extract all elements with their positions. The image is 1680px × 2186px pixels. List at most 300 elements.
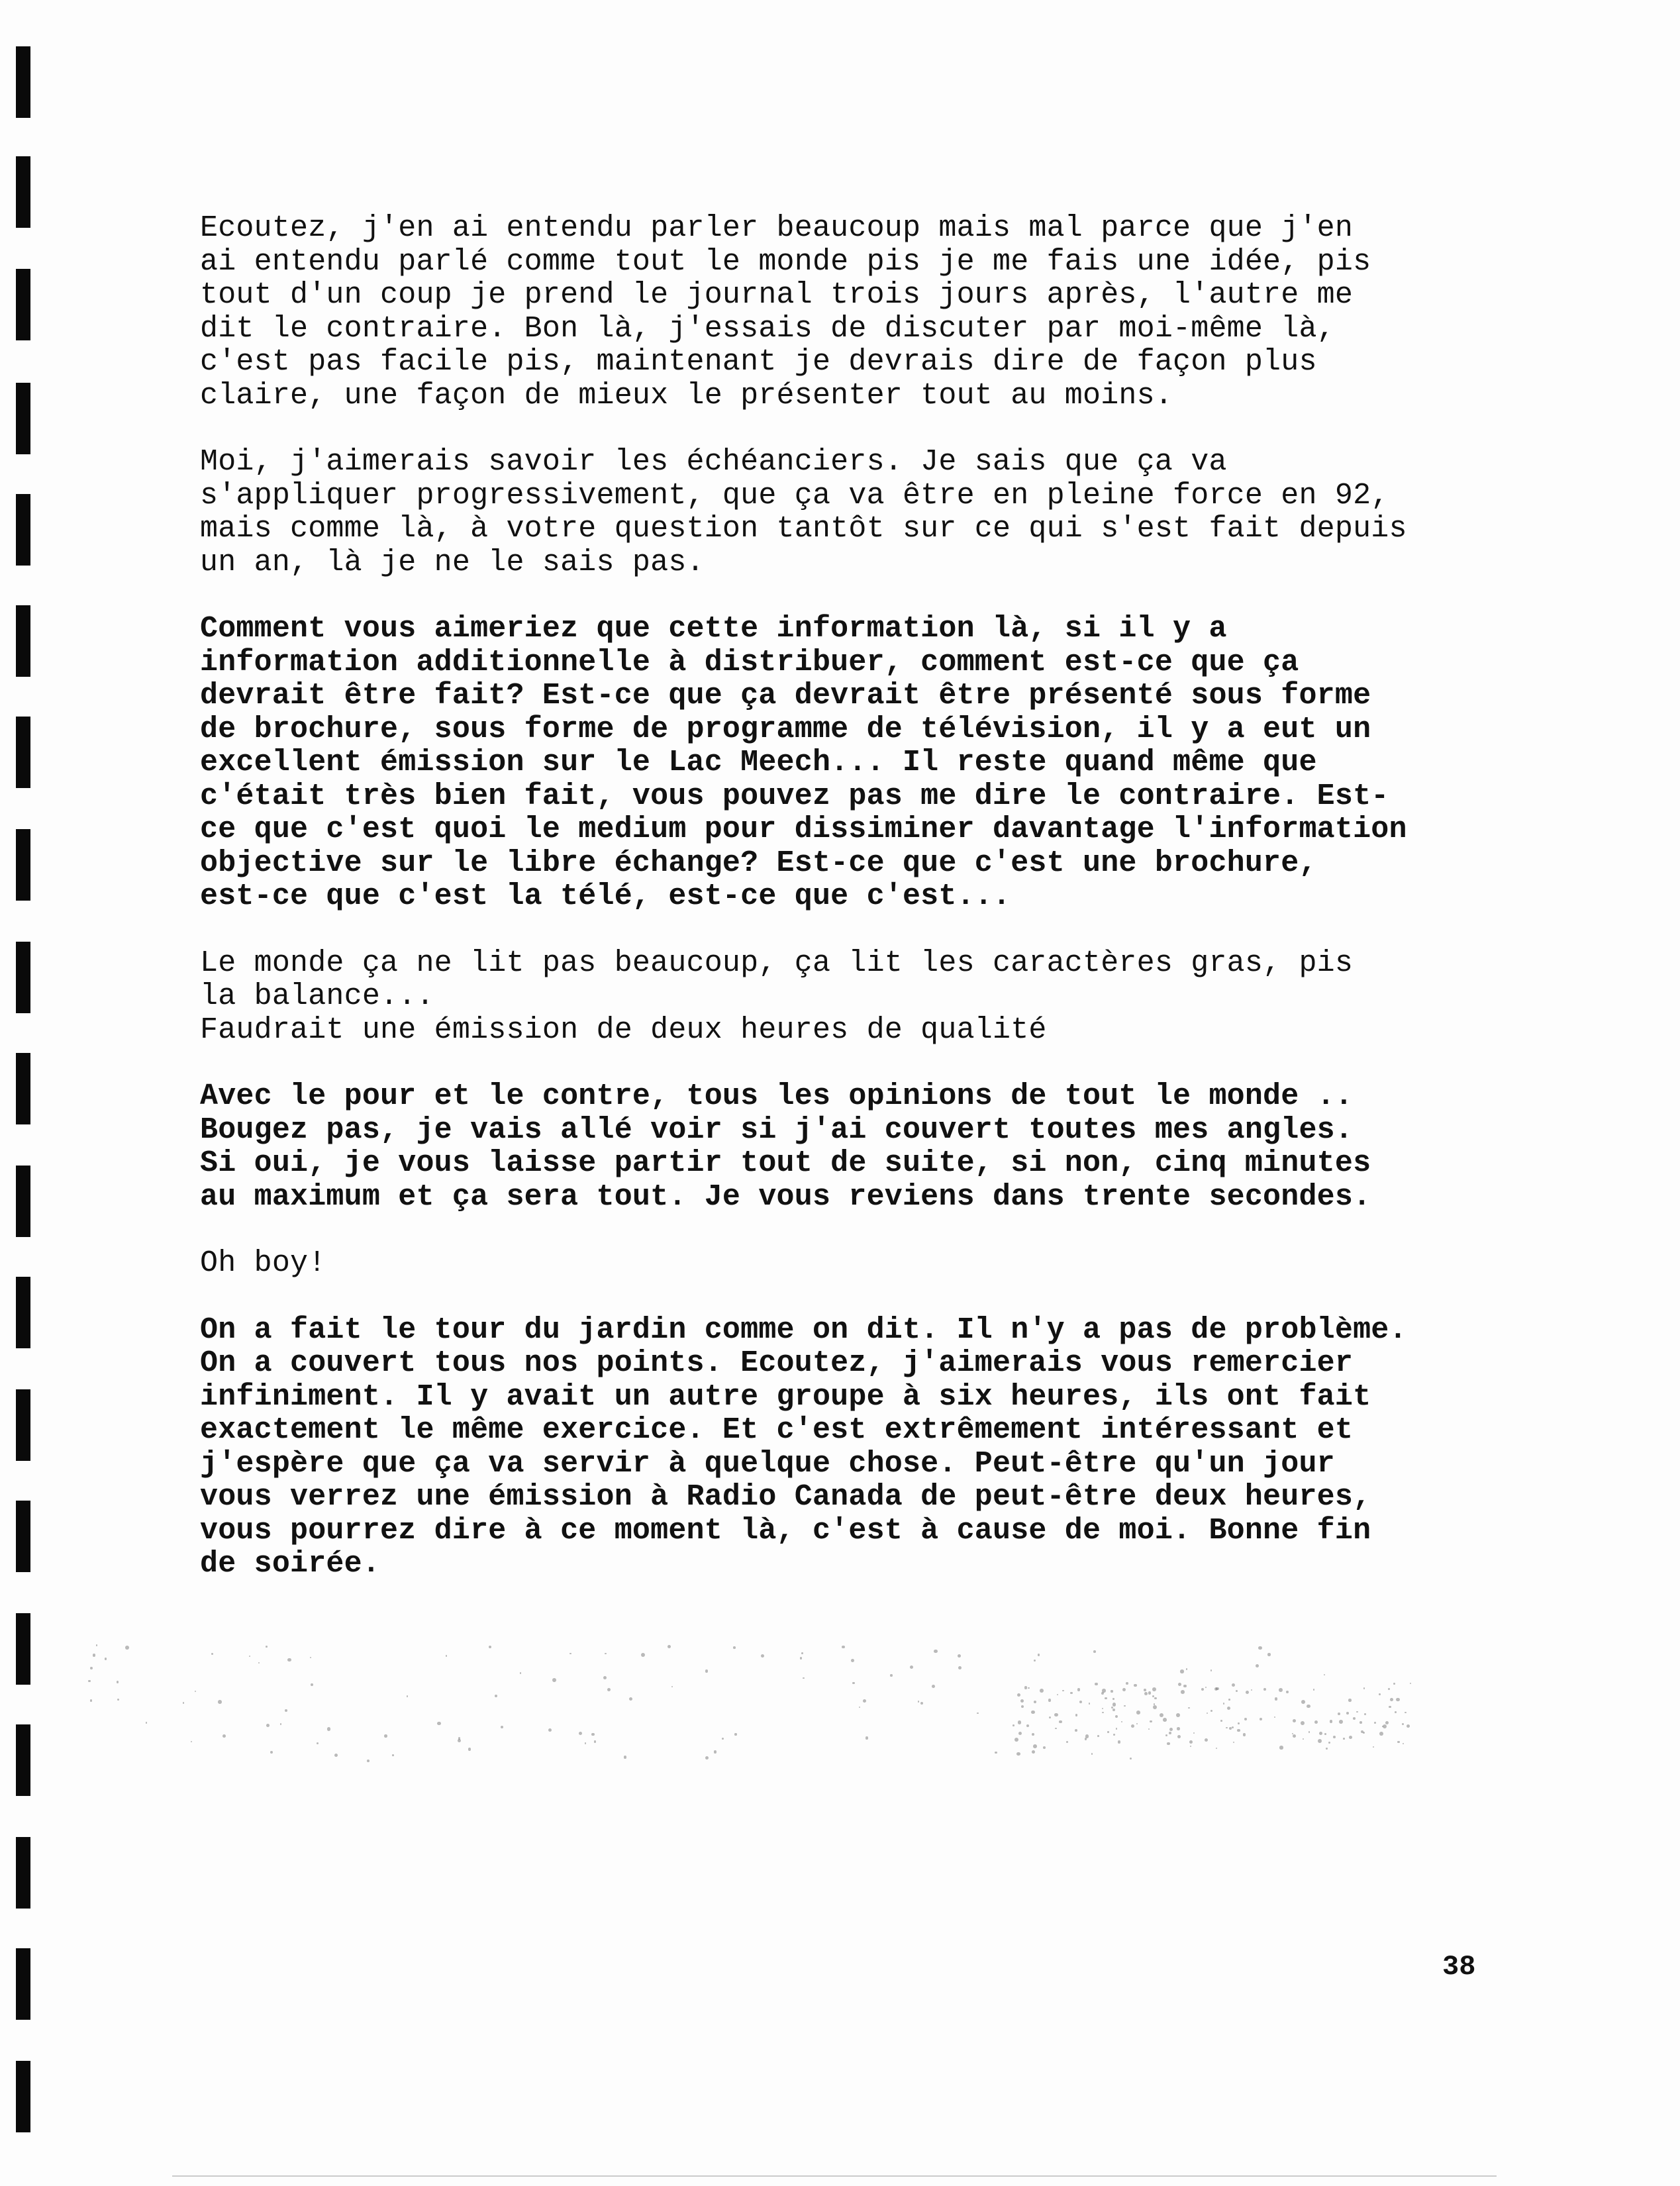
text-line: j'espère que ça va servir à quelque chose. Peut-être qu'un jour <box>200 1446 1335 1481</box>
speck <box>1201 1688 1204 1691</box>
speck <box>1062 1690 1064 1692</box>
speck <box>1339 1720 1343 1724</box>
speck <box>1397 1741 1400 1744</box>
speck <box>1066 1741 1068 1743</box>
speck <box>1389 1706 1391 1709</box>
speck <box>1112 1709 1115 1711</box>
speck <box>1390 1698 1393 1701</box>
speck <box>1017 1693 1020 1697</box>
speck <box>1034 1660 1036 1662</box>
speck <box>890 1674 892 1676</box>
speck <box>1279 1688 1283 1692</box>
text-line: devrait être fait? Est-ce que ça devrait être présenté sous forme <box>200 679 1371 713</box>
text-line: au maximum et ça sera tout. Je vous reviens dans trente secondes. <box>200 1179 1371 1214</box>
speck <box>1243 1733 1246 1736</box>
speck <box>367 1760 370 1762</box>
text-line: de soirée. <box>200 1547 381 1581</box>
text-line: Bougez pas, je vais allé voir si j'ai couvert toutes mes angles. <box>200 1113 1354 1147</box>
speck <box>1163 1718 1167 1722</box>
text-line: un an, là je ne le sais pas. <box>200 545 705 579</box>
speck <box>671 1686 673 1687</box>
speck <box>1226 1727 1227 1728</box>
speck <box>1112 1698 1114 1700</box>
speck <box>1364 1713 1366 1715</box>
speck <box>1301 1700 1305 1704</box>
speck <box>801 1652 803 1654</box>
speck <box>1319 1732 1322 1735</box>
scan-noise <box>86 1642 1410 1775</box>
speck <box>1189 1740 1193 1744</box>
text-line: vous verrez une émission à Radio Canada de peut-être deux heures, <box>200 1480 1371 1514</box>
speck <box>629 1697 632 1701</box>
speck <box>1144 1692 1148 1695</box>
speck <box>1028 1687 1029 1689</box>
speck <box>1089 1703 1090 1704</box>
speck <box>1124 1705 1126 1707</box>
speck <box>1388 1688 1390 1690</box>
speck <box>191 1741 192 1742</box>
speck <box>1251 1689 1252 1691</box>
paragraph <box>200 446 1511 579</box>
speck <box>1205 1687 1207 1688</box>
page-number: 38 <box>1442 1951 1476 1983</box>
speck <box>183 1702 185 1704</box>
paragraph <box>200 1247 1511 1281</box>
text-line: objective sur le libre échange? Est-ce que c'est une brochure, <box>200 846 1317 880</box>
speck <box>392 1754 394 1756</box>
speck <box>1013 1724 1014 1726</box>
speck <box>1307 1705 1310 1709</box>
speck <box>1293 1734 1297 1738</box>
speck <box>327 1727 331 1731</box>
speck <box>548 1728 552 1732</box>
speck <box>1111 1690 1112 1692</box>
text-line: mais comme là, à votre question tantôt sur ce qui s'est fait depuis <box>200 512 1407 546</box>
speck <box>1396 1698 1400 1702</box>
binder-mark <box>16 1724 30 1796</box>
text-line: excellent émission sur le Lac Meech... Il reste quand même que <box>200 746 1317 779</box>
text-line: dit le contraire. Bon là, j'essais de discuter par moi-même là, <box>200 311 1335 346</box>
binder-mark <box>16 1837 30 1909</box>
speck <box>1258 1646 1261 1650</box>
speck <box>88 1680 90 1682</box>
text-line: c'est pas facile pis, maintenant je devrais dire de façon plus <box>200 345 1317 379</box>
text-line: Si oui, je vous laisse partir tout de suite, si non, cinq minutes <box>200 1146 1371 1180</box>
speck <box>218 1700 222 1704</box>
paragraph <box>200 1080 1511 1214</box>
speck <box>458 1739 461 1742</box>
binder-mark <box>16 1277 30 1348</box>
speck <box>1356 1711 1358 1713</box>
speck <box>1205 1738 1208 1742</box>
speck <box>1402 1723 1404 1725</box>
text-line: vous pourrez dire à ce moment là, c'est à cause de moi. Bonne fin <box>200 1513 1371 1548</box>
speck <box>1186 1668 1188 1670</box>
text-line: claire, une façon de mieux le présenter tout au moins. <box>200 378 1173 413</box>
speck <box>1178 1683 1181 1686</box>
speck <box>1169 1732 1172 1735</box>
speck <box>1207 1713 1208 1714</box>
speck <box>995 1752 997 1754</box>
speck <box>1220 1720 1222 1722</box>
speck <box>258 1662 260 1664</box>
speck <box>287 1658 291 1662</box>
speck <box>1021 1705 1024 1708</box>
speck <box>1286 1691 1289 1693</box>
binder-mark <box>16 717 30 788</box>
speck <box>1275 1697 1278 1701</box>
binder-mark <box>16 269 30 340</box>
speck <box>910 1665 913 1669</box>
speck <box>1059 1720 1062 1724</box>
speck <box>1085 1734 1089 1738</box>
speck <box>266 1646 268 1648</box>
speck <box>1256 1664 1259 1667</box>
speck <box>1131 1724 1134 1728</box>
speck <box>1153 1705 1157 1709</box>
speck <box>1216 1748 1217 1749</box>
speck <box>1102 1712 1103 1713</box>
speck <box>1349 1736 1352 1739</box>
speck <box>958 1654 961 1658</box>
speck <box>932 1685 935 1688</box>
speck <box>1148 1691 1151 1694</box>
speck <box>1031 1711 1035 1714</box>
speck <box>1118 1740 1121 1744</box>
speck <box>1279 1746 1283 1749</box>
speck <box>1328 1742 1330 1744</box>
speck <box>1079 1701 1082 1703</box>
speck <box>117 1699 119 1701</box>
speck <box>1228 1699 1230 1701</box>
text-line: Oh boy! <box>200 1246 326 1280</box>
speck <box>1040 1689 1044 1693</box>
paragraph <box>200 947 1511 1048</box>
speck <box>1160 1713 1163 1717</box>
speck <box>1177 1727 1180 1730</box>
speck <box>1095 1683 1098 1686</box>
speck <box>1152 1687 1156 1691</box>
text-line: Avec le pour et le contre, tous les opinions de tout le monde .. <box>200 1079 1354 1113</box>
speck <box>977 1713 978 1714</box>
speck <box>222 1734 226 1738</box>
speck <box>1167 1742 1170 1746</box>
binder-mark <box>16 2061 30 2132</box>
speck <box>1314 1720 1318 1724</box>
speck <box>1343 1738 1345 1740</box>
speck <box>280 1723 282 1725</box>
speck <box>1101 1692 1104 1695</box>
speck <box>1038 1654 1040 1656</box>
binder-mark <box>16 942 30 1013</box>
speck <box>1148 1728 1150 1730</box>
speck <box>1237 1729 1240 1732</box>
speck <box>1075 1714 1077 1716</box>
speck <box>1122 1688 1126 1691</box>
speck <box>1085 1738 1087 1740</box>
speck <box>722 1738 724 1740</box>
text-line: ce que c'est quoi le medium pour dissiminer davantage l'information <box>200 813 1407 846</box>
text-line: Ecoutez, j'en ai entendu parler beaucoup mais mal parce que j'en <box>200 211 1354 245</box>
text-line: de brochure, sous forme de programme de télévision, il y a eut un <box>200 712 1371 746</box>
binder-mark <box>16 1948 30 2020</box>
speck <box>733 1646 736 1649</box>
speck <box>125 1646 129 1650</box>
speck <box>1054 1713 1058 1716</box>
text-line: exactement le même exercice. Et c'est extrêmement intéressant et <box>200 1413 1354 1447</box>
speck <box>1126 1682 1128 1685</box>
speck <box>1134 1684 1136 1687</box>
speck <box>1176 1713 1180 1717</box>
speck <box>714 1750 717 1754</box>
speck <box>569 1653 571 1655</box>
binder-mark <box>16 1053 30 1124</box>
speck <box>117 1681 119 1683</box>
speck <box>146 1722 148 1724</box>
speck <box>1077 1688 1080 1691</box>
speck <box>1232 1726 1234 1728</box>
speck <box>1193 1732 1195 1734</box>
speck <box>1112 1703 1116 1707</box>
speck <box>865 1736 869 1740</box>
speck <box>1032 1733 1034 1736</box>
speck <box>1326 1748 1327 1749</box>
speck <box>918 1701 919 1702</box>
speck <box>1292 1733 1293 1734</box>
speck <box>96 1644 98 1646</box>
binder-hole-marks <box>12 40 38 2159</box>
speck <box>285 1709 287 1712</box>
speck <box>852 1682 854 1684</box>
speck <box>594 1740 597 1743</box>
speck <box>266 1724 270 1727</box>
speck <box>1233 1742 1234 1743</box>
speck <box>90 1699 92 1701</box>
speck <box>1313 1689 1314 1690</box>
speck <box>1260 1718 1262 1720</box>
text-line: On a couvert tous nos points. Ecoutez, j'aimerais vous remercier <box>200 1346 1354 1380</box>
speck <box>1393 1683 1395 1685</box>
speck <box>1403 1743 1404 1744</box>
speck <box>579 1732 582 1735</box>
speck <box>1338 1713 1340 1715</box>
speck <box>93 1654 96 1657</box>
speck <box>1165 1734 1167 1736</box>
speck <box>624 1756 626 1758</box>
speck <box>249 1656 251 1658</box>
speck <box>1293 1719 1296 1722</box>
speck <box>1353 1717 1356 1720</box>
speck <box>1348 1699 1351 1701</box>
text-line: c'était très bien fait, vous pouvez pas me dire le contraire. Est- <box>200 779 1389 813</box>
speck <box>1154 1697 1156 1699</box>
speck <box>1048 1699 1051 1701</box>
binder-mark <box>16 46 30 118</box>
speck <box>1150 1720 1152 1722</box>
speck <box>1188 1707 1190 1709</box>
speck <box>1330 1720 1332 1722</box>
speck <box>605 1653 607 1655</box>
transcript-text <box>200 212 1511 1615</box>
speck <box>920 1702 923 1705</box>
speck <box>1016 1752 1020 1756</box>
speck <box>1034 1701 1036 1703</box>
speck <box>761 1654 764 1658</box>
speck <box>1333 1736 1336 1738</box>
speck <box>1024 1686 1028 1689</box>
speck <box>800 1657 803 1660</box>
speck <box>1107 1731 1109 1733</box>
speck <box>842 1646 844 1648</box>
speck <box>1116 1728 1117 1729</box>
paragraph <box>200 1314 1511 1581</box>
speck <box>446 1655 448 1657</box>
speck <box>1373 1746 1374 1748</box>
speck <box>1246 1691 1249 1694</box>
speck <box>311 1683 313 1686</box>
speck <box>105 1658 107 1660</box>
text-line: Faudrait une émission de deux heures de qualité <box>200 1013 1047 1047</box>
speck <box>1238 1722 1239 1724</box>
speck <box>585 1742 586 1744</box>
speck <box>705 1669 709 1673</box>
speck <box>1407 1724 1410 1728</box>
binder-mark <box>16 605 30 677</box>
speck <box>1055 1728 1057 1730</box>
speck <box>195 1691 196 1692</box>
speck <box>1216 1687 1218 1690</box>
text-line: s'appliquer progressivement, que ça va être en pleine force en 92, <box>200 478 1389 513</box>
speck <box>1267 1653 1271 1656</box>
speck <box>1033 1744 1037 1748</box>
speck <box>1274 1716 1276 1718</box>
speck <box>1229 1727 1232 1730</box>
speck <box>1301 1721 1305 1725</box>
speck <box>1180 1669 1183 1673</box>
paragraph <box>200 212 1511 413</box>
speck <box>734 1733 736 1735</box>
speck <box>1318 1739 1322 1743</box>
speck <box>310 1657 311 1658</box>
speck <box>1057 1694 1058 1695</box>
speck <box>1018 1732 1022 1735</box>
page-bottom-edge <box>172 2175 1497 2177</box>
speck <box>468 1748 471 1751</box>
text-line: information additionnelle à distribuer, comment est-ce que ça <box>200 645 1299 679</box>
text-line: tout d'un coup je prend le journal trois jours après, l'autre me <box>200 278 1354 312</box>
speck <box>1181 1690 1185 1694</box>
speck <box>1303 1738 1304 1740</box>
speck <box>211 1653 213 1655</box>
speck <box>1374 1722 1377 1724</box>
speck <box>1075 1729 1078 1732</box>
speck <box>1113 1734 1115 1736</box>
binder-mark <box>16 383 30 454</box>
text-line: la balance... <box>200 979 434 1013</box>
speck <box>1359 1721 1362 1724</box>
text-line: est-ce que c'est la télé, est-ce que c'est... <box>200 879 1011 913</box>
speck <box>384 1734 387 1738</box>
speck <box>1136 1723 1138 1724</box>
speck <box>1097 1735 1099 1737</box>
speck <box>1346 1712 1349 1714</box>
text-line: ai entendu parlé comme tout le monde pis je me fais une idée, pis <box>200 244 1371 279</box>
paragraph <box>200 613 1511 914</box>
speck <box>1324 1733 1326 1735</box>
speck <box>1121 1721 1122 1722</box>
text-line: Comment vous aimeriez que cette information là, si il y a <box>200 612 1227 646</box>
speck <box>851 1659 854 1662</box>
speck <box>1144 1689 1146 1691</box>
speck <box>1169 1728 1173 1731</box>
speck <box>407 1695 409 1697</box>
binder-mark <box>16 1613 30 1685</box>
speck <box>1405 1712 1407 1714</box>
speck <box>641 1653 645 1657</box>
binder-mark <box>16 829 30 901</box>
speck <box>1014 1738 1018 1742</box>
speck <box>520 1672 522 1674</box>
speck <box>1223 1703 1224 1704</box>
speck <box>958 1666 962 1669</box>
speck <box>1018 1720 1021 1724</box>
speck <box>1263 1688 1266 1691</box>
speck <box>1410 1683 1411 1684</box>
speck <box>1227 1707 1230 1710</box>
binder-mark <box>16 1501 30 1572</box>
binder-mark <box>16 1166 30 1237</box>
speck <box>317 1742 319 1744</box>
speck <box>334 1754 338 1757</box>
speck <box>501 1726 503 1728</box>
speck <box>1379 1732 1383 1736</box>
speck <box>1032 1750 1035 1754</box>
text-line: On a fait le tour du jardin comme on dit. Il n'y a pas de problème. <box>200 1313 1407 1347</box>
speck <box>1026 1724 1029 1727</box>
speck <box>591 1733 595 1736</box>
text-line: infiniment. Il y avait un autre groupe à six heures, ils ont fait <box>200 1379 1371 1414</box>
speck <box>1211 1669 1212 1671</box>
speck <box>667 1645 671 1648</box>
speck <box>1383 1724 1387 1728</box>
speck <box>552 1678 556 1682</box>
speck <box>1232 1683 1235 1687</box>
speck <box>934 1650 938 1654</box>
speck <box>1309 1731 1310 1733</box>
speck <box>1043 1746 1046 1749</box>
speck <box>1070 1692 1072 1694</box>
speck <box>859 1707 860 1708</box>
speck <box>1115 1715 1118 1718</box>
speck <box>1093 1650 1096 1653</box>
speck <box>1102 1708 1103 1709</box>
speck <box>1236 1690 1238 1692</box>
speck <box>1244 1718 1247 1720</box>
speck <box>1190 1746 1192 1748</box>
speck <box>495 1695 497 1697</box>
speck <box>1395 1711 1397 1713</box>
speck <box>1020 1699 1024 1703</box>
speck <box>705 1756 709 1760</box>
speck <box>1324 1674 1325 1675</box>
speck <box>803 1677 805 1679</box>
speck <box>1177 1735 1181 1738</box>
speck <box>607 1688 611 1691</box>
binder-mark <box>16 494 30 566</box>
speck <box>1183 1685 1187 1688</box>
speck <box>1136 1711 1140 1714</box>
speck <box>270 1751 273 1754</box>
